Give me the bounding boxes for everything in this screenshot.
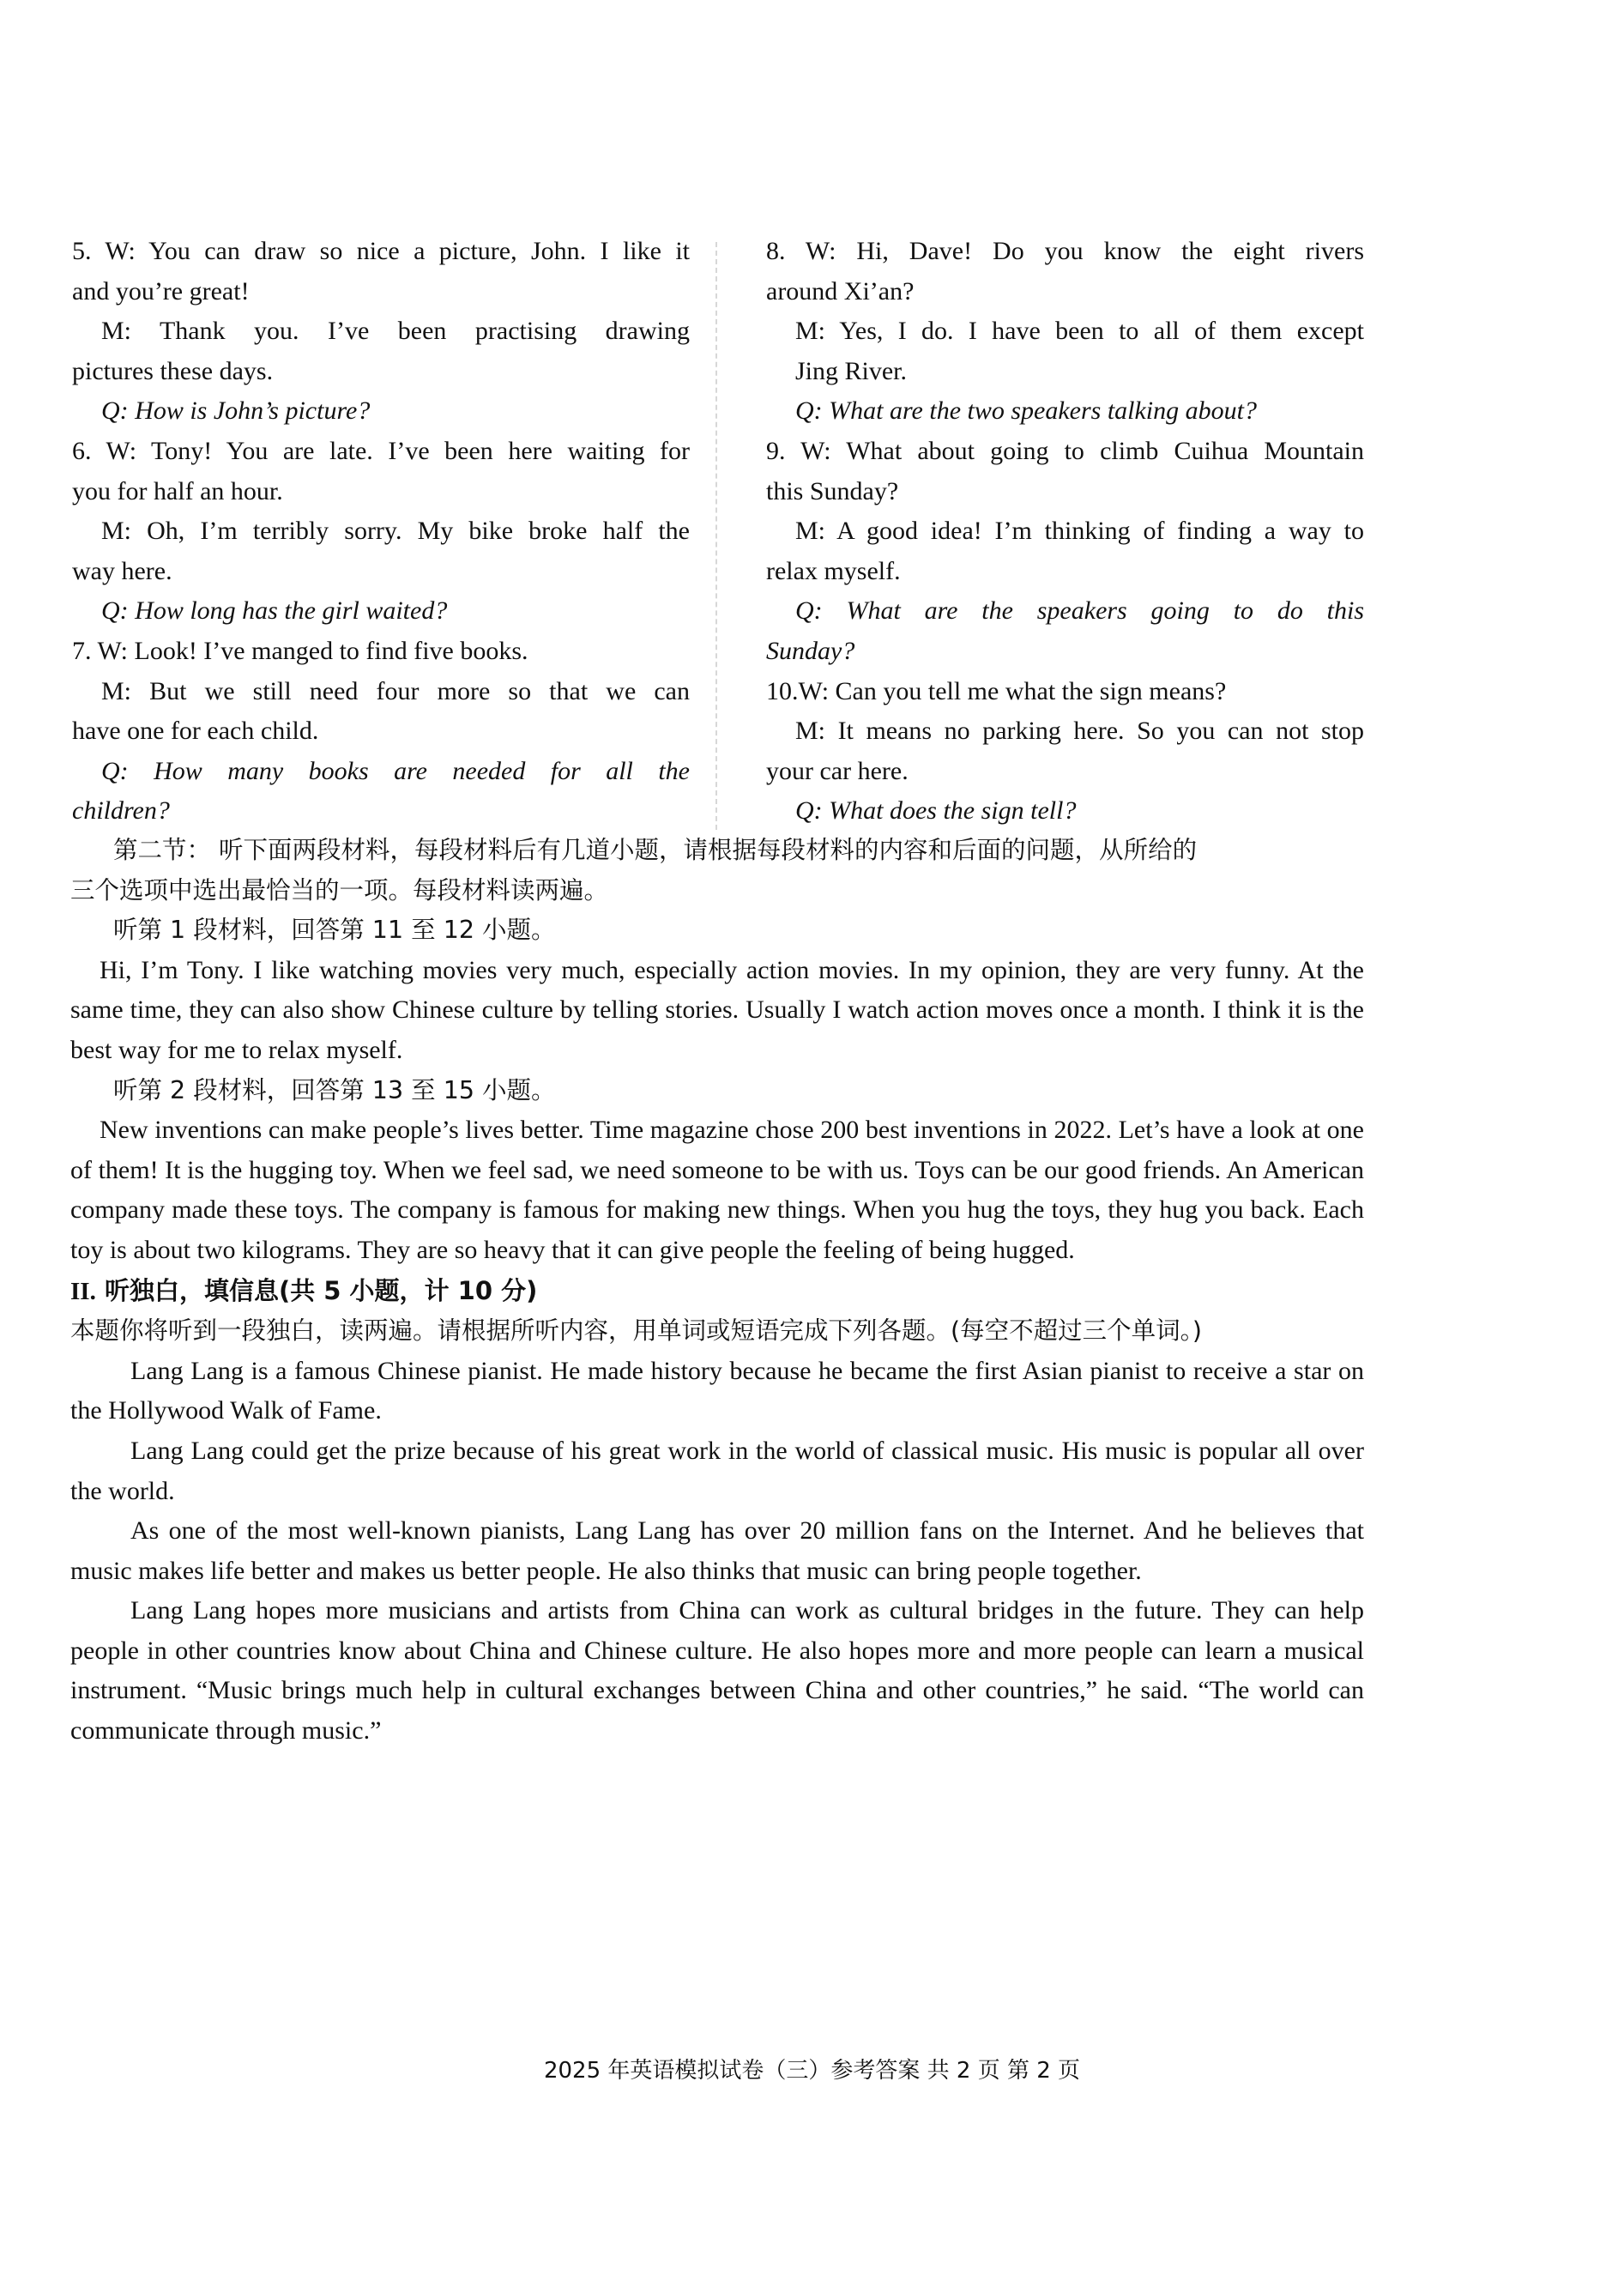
left-column-line: Q: How many books are needed for all the: [101, 756, 690, 785]
section2-instruction-line1: 第二节： 听下面两段材料，每段材料后有几道小题，请根据每段材料的内容和后面的问题，从所给的: [113, 836, 1198, 864]
right-column-line: M: A good idea! I’m thinking of finding a way to: [795, 517, 1364, 546]
monologue-paragraph: As one of the most well-known pianists, Lang Lang has over 20 million fans on the Internet. And he believes that music makes life better and makes us better people. He also thinks that music can bring people together.: [70, 1516, 1364, 1585]
monologue-paragraph: Lang Lang hopes more musicians and artists from China can work as cultural bridges in the future. They can help people in other countries know about China and Chinese culture. He also hopes more and more people can learn a musical instrument. “Music brings much help in cultural exchanges between China and other countries,” he said. “The world can communicate through music.”: [70, 1596, 1364, 1746]
right-column-line: your car here.: [766, 756, 909, 785]
left-column-line: 5. W: You can draw so nice a picture, John. I like it: [72, 237, 690, 265]
left-column-line: 7. W: Look! I’ve manged to find five books.: [72, 636, 528, 665]
page-footer: 2025 年英语模拟试卷（三）参考答案 共 2 页 第 2 页: [543, 2058, 1081, 2084]
left-column-line: Q: How long has the girl waited?: [101, 596, 448, 626]
right-column-line: Q: What are the speakers going to do this: [795, 596, 1364, 626]
part2-heading: [70, 1271, 1364, 1312]
left-column-line: M: Oh, I’m terribly sorry. My bike broke half the: [101, 517, 690, 546]
left-column-line: have one for each child.: [72, 717, 319, 746]
right-column-line: Jing River.: [795, 356, 908, 385]
left-column-line: you for half an hour.: [72, 476, 283, 505]
left-column-line: 6. W: Tony! You are late. I’ve been here waiting for: [72, 436, 690, 465]
right-column-line: 8. W: Hi, Dave! Do you know the eight rivers: [766, 237, 1364, 265]
left-column-line: M: But we still need four more so that we can: [101, 676, 690, 705]
right-column-line: 9. W: What about going to climb Cuihua Mountain: [766, 436, 1364, 465]
material1-text: Hi, I’m Tony. I like watching movies very much, especially action movies. In my opinion, they are very funny. At the same time, they can also show Chinese culture by telling stories. Usually I watch action moves once a month. I think it is the best way for me to relax myself.: [70, 955, 1364, 1064]
right-column-line: M: It means no parking here. So you can not stop: [795, 717, 1364, 746]
right-column-line: around Xi’an?: [766, 276, 915, 306]
right-column-line: Q: What does the sign tell?: [795, 796, 1077, 826]
left-column-line: Q: How is John’s picture?: [101, 396, 371, 426]
left-column-line: way here.: [72, 556, 172, 585]
right-column-line: M: Yes, I do. I have been to all of them except: [795, 317, 1364, 346]
right-column-line: this Sunday?: [766, 476, 899, 505]
monologue-paragraph: Lang Lang is a famous Chinese pianist. He made history because he became the first Asian pianist to receive a star on the Hollywood Walk of Fame.: [70, 1356, 1364, 1425]
right-column-line: relax myself.: [766, 556, 901, 585]
part2-heading-text: 听独白，填信息(共 5 小题，计 10 分): [104, 1275, 538, 1305]
material2-label: 听第 2 段材料，回答第 13 至 15 小题。: [113, 1075, 556, 1104]
part2-roman: II.: [70, 1277, 96, 1305]
left-column-line: children?: [72, 796, 170, 826]
part2-instruction: 本题你将听到一段独白，读两遍。请根据所听内容，用单词或短语完成下列各题。(每空不超过三个单词。): [70, 1316, 1202, 1346]
left-column-line: pictures these days.: [72, 356, 274, 385]
lower-section: [70, 831, 1364, 1752]
section2-instruction-line2: 三个选项中选出最恰当的一项。每段材料读两遍。: [70, 875, 609, 905]
right-column-line: 10.W: Can you tell me what the sign means?: [766, 676, 1227, 705]
left-column-line: M: Thank you. I’ve been practising drawing: [101, 317, 690, 346]
monologue-paragraph: Lang Lang could get the prize because of his great work in the world of classical music. His music is popular all over the world.: [70, 1436, 1364, 1505]
right-column-line: Q: What are the two speakers talking about?: [795, 396, 1257, 426]
right-dialogue-column: [766, 232, 1364, 832]
left-column-line: and you’re great!: [72, 276, 250, 306]
material2-text: New inventions can make people’s lives better. Time magazine chose 200 best inventions in 2022. Let’s have a look at one of them! It is the hugging toy. When we feel sad, we need someone to be with us. Toys can be our good friends. An American company made these toys. The company is famous for making new things. When you hug the toys, they hug you back. Each toy is about two kilograms. They are so heavy that it can give people the feeling of being hugged.: [70, 1116, 1364, 1264]
material1-label: 听第 1 段材料，回答第 11 至 12 小题。: [113, 916, 556, 945]
left-dialogue-column: [72, 232, 690, 832]
right-column-line: Sunday?: [766, 636, 855, 665]
column-divider: [715, 242, 717, 830]
